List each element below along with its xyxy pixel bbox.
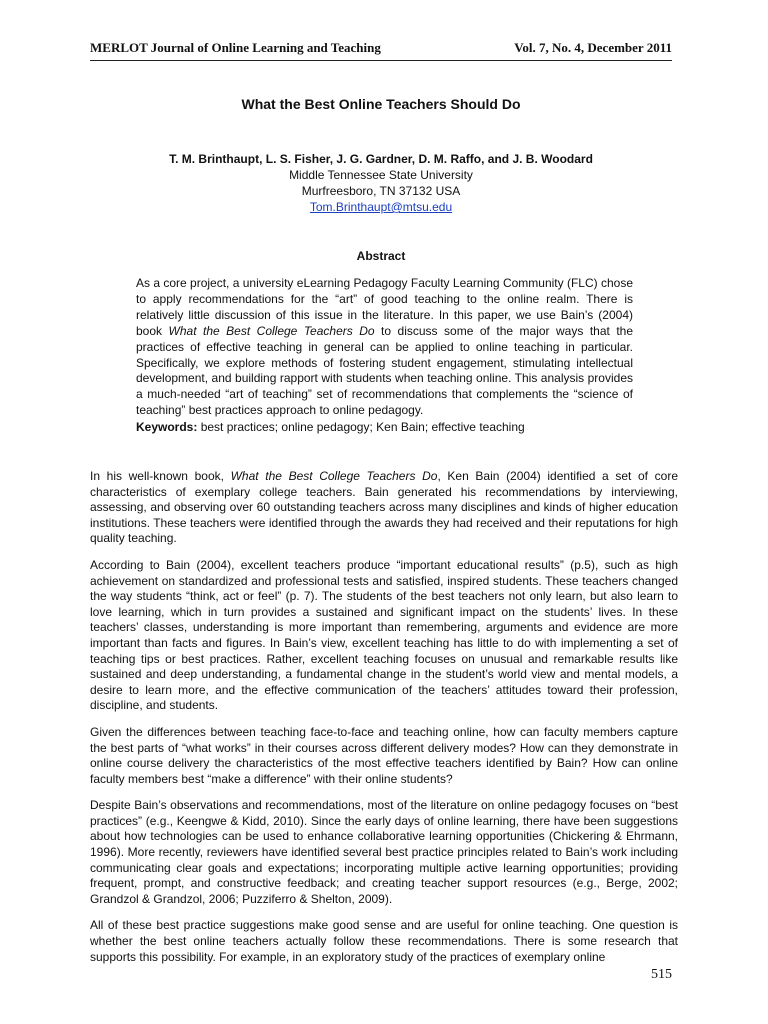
body-book-title: What the Best College Teachers Do — [230, 469, 438, 483]
author-address: Murfreesboro, TN 37132 USA — [301, 184, 461, 198]
journal-name: MERLOT Journal of Online Learning and Teaching — [90, 40, 381, 55]
author-affiliation: Middle Tennessee State University — [289, 168, 473, 182]
body-text — [90, 469, 678, 976]
running-header — [90, 40, 672, 61]
body-paragraph-1 — [90, 469, 678, 547]
keywords-label: Keywords: — [136, 420, 198, 434]
abstract-text — [136, 276, 633, 419]
issue-info: Vol. 7, No. 4, December 2011 — [514, 40, 672, 55]
author-names: T. M. Brinthaupt, L. S. Fisher, J. G. Gardner, D. M. Raffo, and J. B. Woodard — [169, 152, 593, 166]
author-email-link[interactable]: Tom.Brinthaupt@mtsu.edu — [309, 200, 453, 214]
body-paragraph-3: Given the differences between teaching face-to-face and teaching online, how can faculty members capture the best parts of “what works” in their courses across different delivery modes? How can they demonstrate in online course delivery the characteristics of the most effective teachers identified by Bain? How can online faculty members best “make a difference” with their online students? — [90, 724, 678, 786]
abstract-book-title: What the Best College Teachers Do — [168, 323, 375, 338]
body-paragraph-1-start: In his well-known book, — [90, 469, 231, 483]
body-paragraph-1-end: , Ken Bain (2004) identified a set of core characteristics of exemplary college teachers. Bain generated his recommendations by interviewing, assessing, and observing over 60 outstanding teachers across many disciplines and kinds of higher education institutions. These teachers were identified through the awards they had received and their reputations for high quality teaching. — [90, 469, 678, 546]
body-paragraph-4: Despite Bain’s observations and recommendations, most of the literature on online pedagogy focuses on “best practices” (e.g., Keengwe & Kidd, 2010). Since the early days of online learning, there have been suggestions about how technologies can be used to enhance collaborative learning opportunities (Chickering & Ehrmann, 1996). More recently, reviewers have identified several best practice principles related to Bain’s work including communicating clear goals and expectations; incorporating multiple active learning opportunities; providing frequent, prompt, and constructive feedback; and creating teacher support resources (e.g., Berge, 2002; Grandzol & Grandzol, 2006; Puzziferro & Shelton, 2009). — [90, 798, 678, 906]
body-paragraph-2: According to Bain (2004), excellent teachers produce “important educational results” (p.5), such as high achievement on standardized and professional tests and satisfied, inspired students. These teachers changed the way students “think, act or feel” (p. 7). The students of the best teachers not only learn, but also learn to love learning, which in turn provides a sustained and significant impact on the students’ lives. In these teachers’ classes, understanding is more important than remembering, arguments and evidence are more important than facts and figures. In Bain’s view, excellent teaching has little to do with implementing a set of teaching tips or best practices. Rather, excellent teaching focuses on unusual and remarkable results like sustained and deep understanding, a fundamental change in the student’s world view and mental models, a desire to learn more, and the effective communication of the teachers’ attitudes toward their profession, discipline, and students. — [90, 557, 678, 713]
page-number: 515 — [651, 967, 672, 982]
body-paragraph-5: All of these best practice suggestions make good sense and are useful for online teaching. One question is whether the best online teachers actually follow these recommendations. There is some research that supports this possibility. For example, in an exploratory study of the practices of exemplary online — [90, 918, 678, 964]
author-block — [90, 151, 672, 215]
abstract-part-1: As a core project, a university eLearning Pedagogy Faculty Learning Community (FLC) chose to apply recommendations for the “art” of good teaching to the online realm. There is relatively little discussion of this issue in the literature. In this paper, we use Bain’s (2004) book — [136, 276, 633, 338]
keywords-text: best practices; online pedagogy; Ken Bain; effective teaching — [197, 420, 525, 434]
keywords — [136, 420, 633, 434]
abstract-part-2: to discuss some of the major ways that the practices of effective teaching in general can be applied to online teaching in particular. Specifically, we explore methods of fostering student engagement, stimulating intellectual development, and building rapport with students when teaching online. This analysis provides a much-needed “art of teaching” set of recommendations that complements the “science of teaching” best practices approach to online pedagogy. — [136, 323, 634, 418]
abstract-heading: Abstract — [356, 249, 406, 263]
paper-title: What the Best Online Teachers Should Do — [241, 96, 521, 112]
